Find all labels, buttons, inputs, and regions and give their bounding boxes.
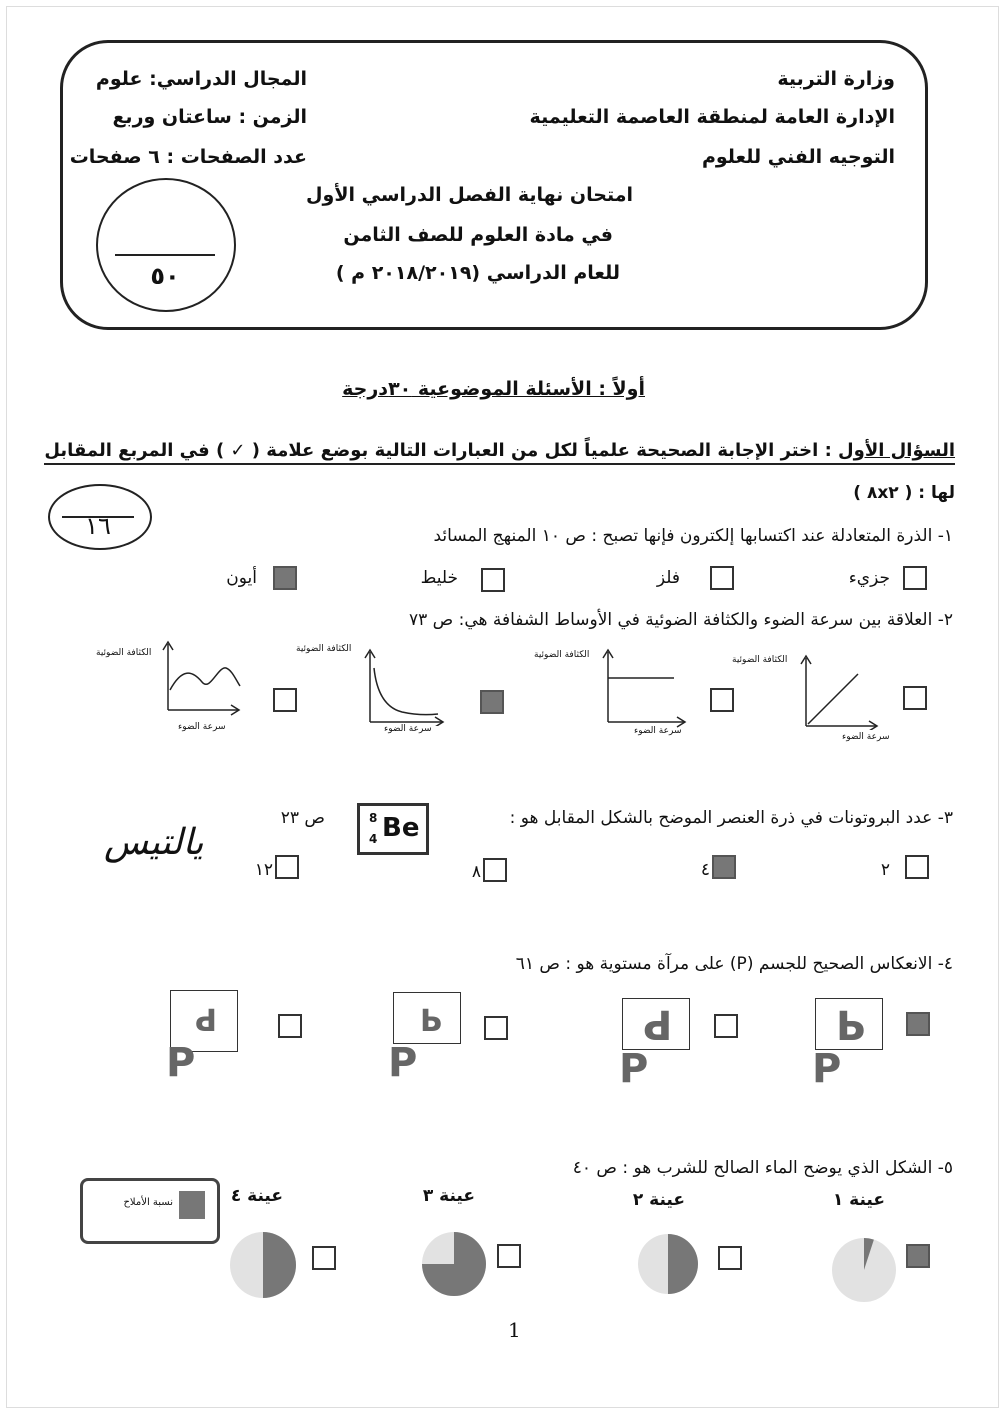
mass-number: 8 bbox=[369, 811, 378, 825]
question-number: السؤال الأول bbox=[838, 440, 955, 461]
atomic-number: 4 bbox=[369, 832, 378, 846]
q2-option4-checkbox[interactable] bbox=[273, 688, 297, 712]
q4-option2-checkbox[interactable] bbox=[714, 1014, 738, 1038]
q3-option1-label: ٢ bbox=[880, 860, 890, 880]
exam-time: الزمن : ساعتان وربع bbox=[112, 106, 307, 128]
sample3-pie bbox=[420, 1230, 488, 1298]
q4-option1-reflection: P bbox=[836, 1001, 866, 1047]
q1-option2-checkbox[interactable] bbox=[710, 566, 734, 590]
q3-option1-checkbox[interactable] bbox=[905, 855, 929, 879]
q2-graph2-ylabel: الكثافة الضوئية bbox=[534, 650, 590, 660]
sample4-pie-salt-slice bbox=[263, 1232, 296, 1298]
q3-option3-checkbox[interactable] bbox=[483, 858, 507, 882]
marks-formula: : ( ٨x٢ ) bbox=[853, 483, 926, 503]
q4-option3-reflection: P bbox=[420, 1001, 442, 1036]
q2-graph2-xlabel: سرعة الضوء bbox=[634, 726, 682, 736]
sample2-pie bbox=[636, 1232, 700, 1296]
q5-option3-checkbox[interactable] bbox=[497, 1244, 521, 1268]
q5-legend bbox=[80, 1178, 220, 1244]
q2-option2-checkbox[interactable] bbox=[710, 688, 734, 712]
q5-option2-checkbox[interactable] bbox=[718, 1246, 742, 1270]
sample1-label: عينة ١ bbox=[832, 1190, 885, 1210]
q2-graph4-ylabel: الكثافة الضوئية bbox=[96, 648, 152, 658]
q1-text: ١- الذرة المتعادلة عند اكتسابها إلكترون فإنها تصبح : ص ١٠ المنهج المسائد bbox=[433, 526, 953, 546]
sample1-pie bbox=[830, 1236, 898, 1304]
page-count: عدد الصفحات : ٦ صفحات bbox=[69, 146, 307, 168]
section-title: أولاً : الأسئلة الموضوعية ٣٠درجة bbox=[342, 378, 645, 400]
q4-option3-object: P bbox=[388, 1040, 418, 1086]
sample2-pie-salt-slice bbox=[668, 1234, 698, 1294]
q4-text: ٤- الانعكاس الصحيح للجسم (P) على مرآة مستوية هو : ص ٦١ bbox=[515, 954, 953, 974]
q4-option1-object: P bbox=[812, 1046, 842, 1092]
element-box bbox=[357, 803, 429, 855]
q4-option2-object: P bbox=[619, 1046, 649, 1092]
q4-option3-mirror-box bbox=[393, 992, 461, 1044]
q3-option4-label: ١٢ bbox=[254, 860, 273, 880]
exam-title: امتحان نهاية الفصل الدراسي الأول bbox=[306, 184, 633, 206]
handwritten-signature: يالتيس bbox=[104, 822, 204, 863]
q2-graph4 bbox=[160, 640, 244, 716]
q2-graph1 bbox=[798, 652, 882, 730]
question-marks bbox=[853, 483, 955, 503]
question-instruction: : اختر الإجابة الصحيحة علمياً لكل من العبارات التالية بوضع علامة ( ✓ ) في المربع المقابل bbox=[44, 440, 839, 461]
question-score: ١٦ bbox=[85, 512, 111, 540]
sample2-label: عينة ٢ bbox=[632, 1190, 685, 1210]
subject-field: المجال الدراسي: علوم bbox=[95, 68, 307, 90]
q2-graph1-xlabel: سرعة الضوء bbox=[842, 732, 890, 742]
legend-swatch bbox=[179, 1191, 205, 1219]
q4-option2-mirror-box bbox=[622, 998, 690, 1050]
q5-option4-checkbox[interactable] bbox=[312, 1246, 336, 1270]
exam-year: للعام الدراسي (٢٠١٨/٢٠١٩ م ) bbox=[335, 262, 620, 284]
q3-option4-checkbox[interactable] bbox=[275, 855, 299, 879]
total-score: ٥٠ bbox=[150, 262, 180, 290]
supervision-name: التوجيه الفني للعلوم bbox=[701, 146, 895, 168]
total-score-circle bbox=[96, 178, 236, 312]
q2-graph3-xlabel: سرعة الضوء bbox=[384, 724, 432, 734]
q1-option1-checkbox[interactable] bbox=[903, 566, 927, 590]
q1-option4-label: أيون bbox=[226, 568, 257, 588]
q2-graph1-ylabel: الكثافة الضوئية bbox=[732, 655, 788, 665]
legend-label: نسبة الأملاح bbox=[123, 1197, 173, 1208]
page-number: 1 bbox=[508, 1318, 521, 1342]
q2-option1-checkbox[interactable] bbox=[903, 686, 927, 710]
q3-option2-label: ٤ bbox=[700, 860, 710, 880]
question-title bbox=[44, 440, 955, 465]
q1-option1-label: جزيء bbox=[848, 568, 890, 588]
score-line bbox=[115, 254, 215, 256]
q3-page-ref: ص ٢٣ bbox=[280, 808, 325, 828]
q1-option3-checkbox[interactable] bbox=[481, 568, 505, 592]
question-suffix: لها bbox=[931, 483, 955, 503]
q2-option3-checkbox[interactable] bbox=[480, 690, 504, 714]
ministry-name: وزارة التربية bbox=[777, 68, 895, 90]
q5-text: ٥- الشكل الذي يوضح الماء الصالح للشرب هو : ص ٤٠ bbox=[572, 1158, 953, 1178]
q2-graph3-ylabel: الكثافة الضوئية bbox=[296, 644, 352, 654]
q1-option4-checkbox[interactable] bbox=[273, 566, 297, 590]
q4-option1-mirror-box bbox=[815, 998, 883, 1050]
q3-option2-checkbox[interactable] bbox=[712, 855, 736, 879]
q3-text: ٣- عدد البروتونات في ذرة العنصر الموضح بالشكل المقابل هو : bbox=[509, 808, 953, 828]
exam-subject: في مادة العلوم للصف الثامن bbox=[343, 224, 613, 246]
q1-option3-label: خليط bbox=[420, 568, 458, 588]
sample4-label: عينة ٤ bbox=[230, 1186, 283, 1206]
q4-option2-reflection: P bbox=[643, 1001, 673, 1047]
q2-text: ٢- العلاقة بين سرعة الضوء والكثافة الضوئية في الأوساط الشفافة هي: ص ٧٣ bbox=[408, 610, 953, 630]
q1-option2-label: فلز bbox=[656, 568, 680, 588]
q2-graph2 bbox=[598, 646, 690, 728]
element-symbol: Be bbox=[382, 813, 420, 843]
q5-option1-checkbox[interactable] bbox=[906, 1244, 930, 1268]
q2-graph4-xlabel: سرعة الضوء bbox=[178, 722, 226, 732]
q3-option3-label: ٨ bbox=[471, 862, 481, 882]
sample3-label: عينة ٣ bbox=[422, 1186, 475, 1206]
q4-option1-checkbox[interactable] bbox=[906, 1012, 930, 1036]
sample4-pie bbox=[228, 1230, 298, 1300]
q4-option4-object: P bbox=[166, 1040, 196, 1086]
directorate-name: الإدارة العامة لمنطقة العاصمة التعليمية bbox=[529, 106, 895, 128]
q2-graph3 bbox=[362, 648, 448, 726]
q4-option4-checkbox[interactable] bbox=[278, 1014, 302, 1038]
q4-option3-checkbox[interactable] bbox=[484, 1016, 508, 1040]
q4-option4-reflection: P bbox=[195, 1001, 217, 1036]
